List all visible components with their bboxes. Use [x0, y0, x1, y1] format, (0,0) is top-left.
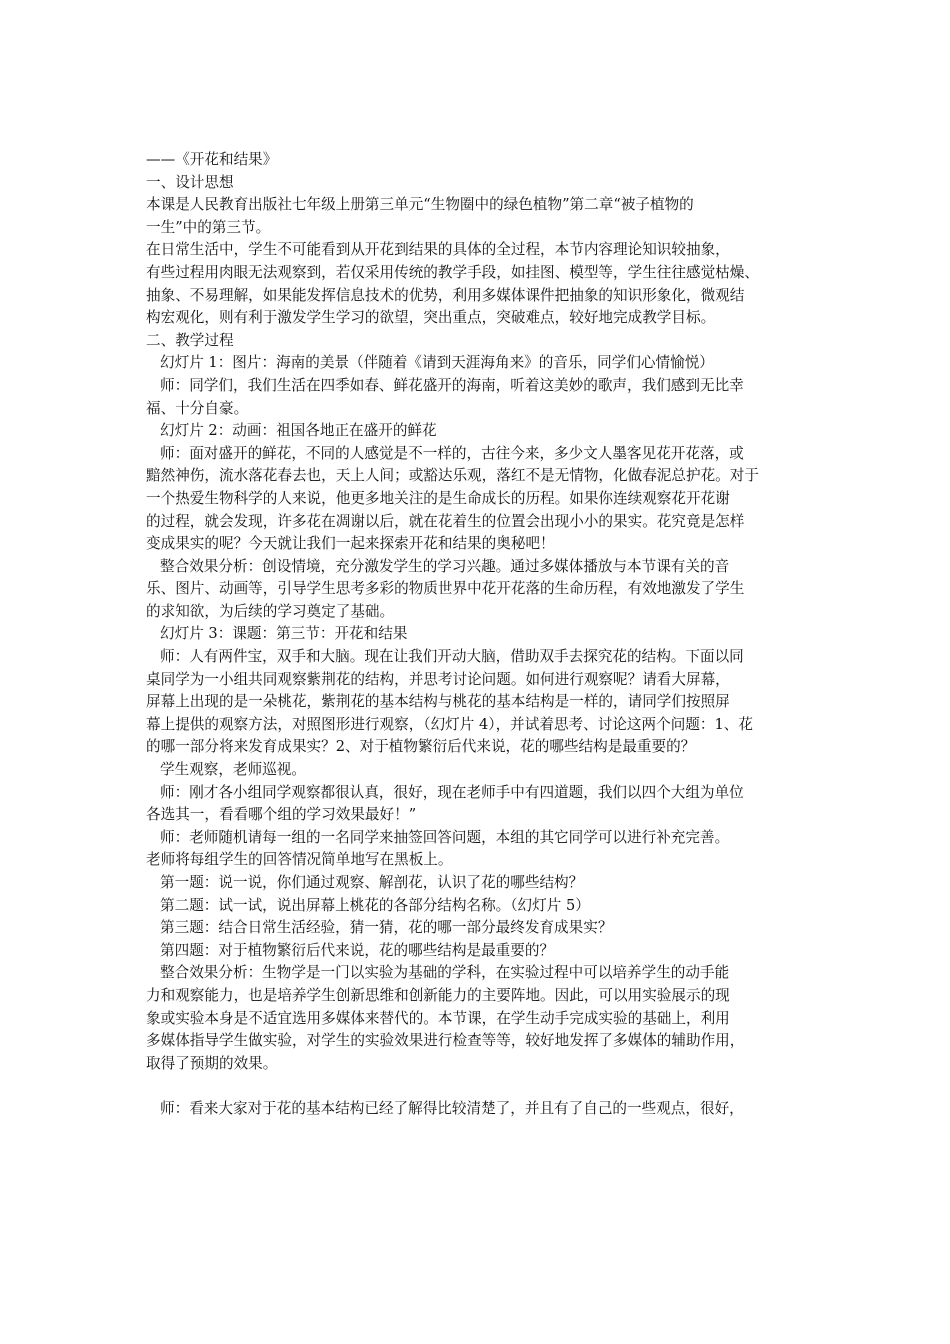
text-line: 整合效果分析：生物学是一门以实验为基础的学科，在实验过程中可以培养学生的动手能 [160, 964, 730, 982]
text-line: 师：面对盛开的鲜花，不同的人感觉是不一样的，古往今来，多少文人墨客见花开花落，或 [160, 444, 744, 462]
text-line: 有些过程用肉眼无法观察到，若仅采用传统的教学手段，如挂图、模型等，学生往往感觉枯燥、 [146, 263, 759, 281]
question-line: 第一题：说一说，你们通过观察、解剖花，认识了花的哪些结构？ [160, 874, 584, 891]
text-line: 的哪一部分将来发育成果实？2、对于植物繁衍后代来说，花的哪些结构是最重要的？ [146, 738, 696, 756]
text-line: 师：刚才各小组同学观察都很认真，很好，现在老师手中有四道题，我们以四个大组为单位 [160, 783, 744, 801]
text-line: 一个热爱生物科学的人来说，他更多地关注的是生命成长的历程。如果你连续观察花开花谢 [146, 489, 730, 507]
text-line: 在日常生活中，学生不可能看到从开花到结果的具体的全过程，本节内容理论知识较抽象， [146, 241, 730, 259]
text-line: 乐、图片、动画等，引导学生思考多彩的物质世界中花开花落的生命历程，有效地激发了学生 [146, 580, 745, 598]
text-line: 幻灯片 1：图片：海南的美景（伴随着《请到天涯海角来》的音乐，同学们心情愉悦） [160, 354, 714, 372]
text-line: 多媒体指导学生做实验，对学生的实验效果进行检查等等，较好地发挥了多媒体的辅助作用， [146, 1032, 745, 1050]
text-line: 变成果实的呢？今天就让我们一起来探索开花和结果的奥秘吧！ [146, 535, 555, 553]
text-line: 幻灯片 2：动画：祖国各地正在盛开的鲜花 [160, 422, 437, 440]
text-line: 幻灯片 3：课题：第三节：开花和结果 [160, 625, 408, 643]
text-line: 整合效果分析：创设情境，充分激发学生的学习兴趣。通过多媒体播放与本节课有关的音 [160, 557, 730, 575]
section-heading-design: 一、设计思想 [146, 173, 234, 191]
subtitle-line: ——《开花和结果》 [146, 151, 278, 168]
text-line: 的求知欲，为后续的学习奠定了基础。 [146, 602, 395, 620]
text-line: 老师将每组学生的回答情况简单地写在黑板上。 [146, 851, 453, 869]
text-line: 师：老师随机请每一组的一名同学来抽签回答问题，本组的其它同学可以进行补充完善。 [160, 828, 730, 846]
text-line: 屏幕上出现的是一朵桃花，紫荆花的基本结构与桃花的基本结构是一样的，请同学们按照屏 [146, 693, 730, 711]
text-line: 抽象、不易理解，如果能发挥信息技术的优势，利用多媒体课件把抽象的知识形象化，微观结 [146, 286, 745, 304]
text-line: 的过程，就会发现，许多花在凋谢以后，就在花着生的位置会出现小小的果实。花究竟是怎样 [146, 512, 745, 530]
document-body [146, 149, 814, 1121]
text-line: 学生观察，老师巡视。 [160, 761, 306, 779]
text-line: 象或实验本身是不适宜选用多媒体来替代的。本节课，在学生动手完成实验的基础上，利用 [146, 1009, 730, 1027]
text-line: 师：看来大家对于花的基本结构已经了解得比较清楚了，并且有了自己的一些观点，很好， [160, 1099, 744, 1117]
question-line: 第四题：对于植物繁衍后代来说，花的哪些结构是最重要的？ [160, 941, 555, 959]
section-heading-process: 二、教学过程 [146, 331, 234, 349]
text-line: 各选其一，看看哪个组的学习效果最好！” [146, 806, 417, 824]
text-line: 黯然神伤，流水落花春去也，天上人间；或豁达乐观，落红不是无情物，化做春泥总护花。对于 [146, 467, 759, 485]
text-line: 福、十分自豪。 [146, 399, 249, 417]
text-line: 一生”中的第三节。 [146, 218, 271, 236]
text-line: 取得了预期的效果。 [146, 1054, 278, 1072]
text-line: 幕上提供的观察方法，对照图形进行观察，（幻灯片 4），并试着思考、讨论这两个问题：1、花 [146, 715, 753, 733]
text-line: 师：人有两件宝，双手和大脑。现在让我们开动大脑，借助双手去探究花的结构。下面以同 [160, 648, 744, 666]
text-line: 构宏观化，则有利于激发学生学习的欲望，突出重点，突破难点，较好地完成教学目标。 [146, 309, 716, 327]
text-line: 师：同学们，我们生活在四季如春、鲜花盛开的海南，听着这美妙的歌声，我们感到无比幸 [160, 376, 744, 394]
blank-line [146, 1075, 814, 1098]
text-line: 力和观察能力，也是培养学生创新思维和创新能力的主要阵地。因此，可以用实验展示的现 [146, 986, 730, 1004]
question-line: 第二题：试一试，说出屏幕上桃花的各部分结构名称。（幻灯片 5） [160, 896, 590, 914]
question-line: 第三题：结合日常生活经验，猜一猜，花的哪一部分最终发育成果实？ [160, 919, 613, 937]
text-line: 桌同学为一小组共同观察紫荆花的结构，并思考讨论问题。如何进行观察呢？请看大屏幕， [146, 670, 730, 688]
text-line: 本课是人民教育出版社七年级上册第三单元“生物圈中的绿色植物”第二章“被子植物的 [146, 196, 694, 214]
